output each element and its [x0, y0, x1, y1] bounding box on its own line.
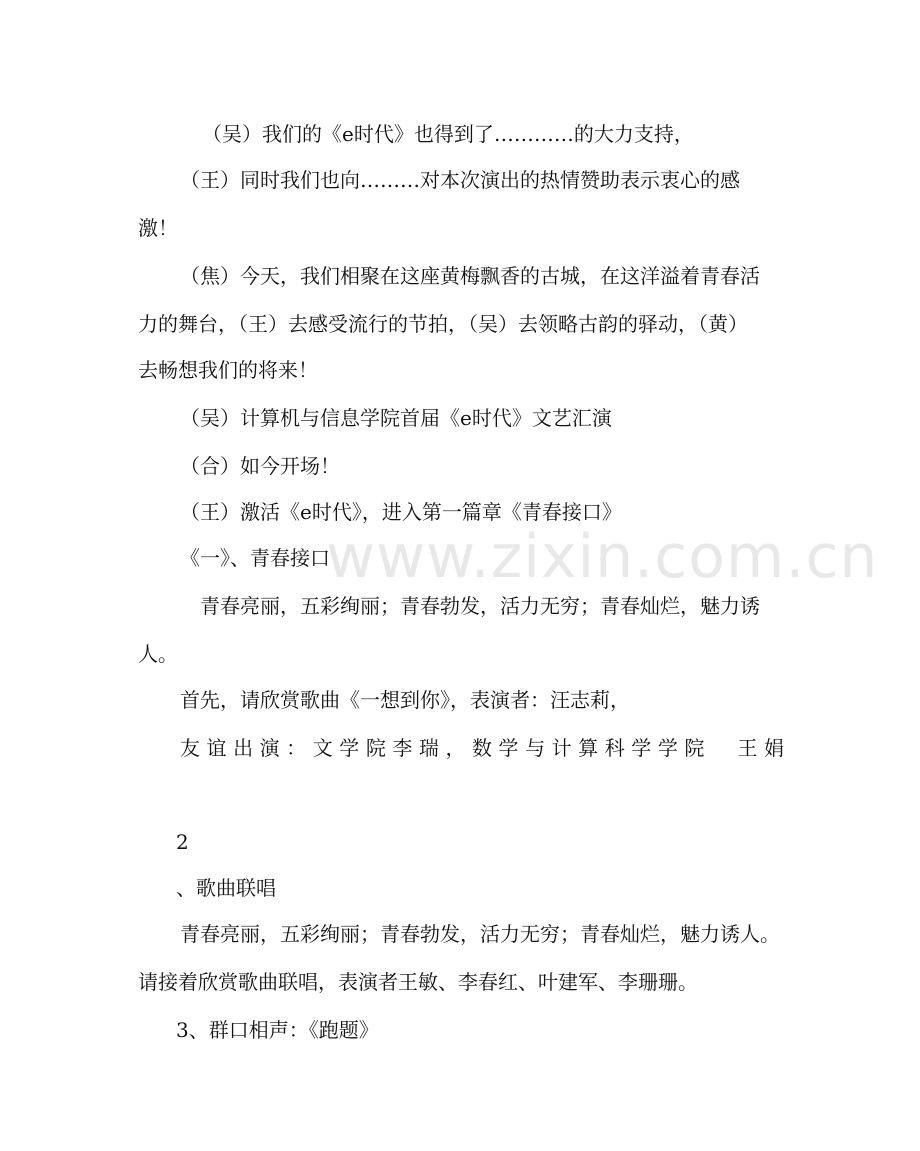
paragraph-jiao-today-line-2: 力的舞台，（王）去感受流行的节拍，（吴）去领略古韵的驿动，（黄） — [138, 312, 748, 336]
paragraph-wang-thanks-line-1: （王）同时我们也向………对本次演出的热情赞助表示衷心的感 — [180, 168, 740, 192]
watermark: www.zixin.com.cn — [326, 522, 879, 592]
paragraph-wu-event-title: （吴）计算机与信息学院首届《e时代》文艺汇演 — [180, 406, 612, 430]
paragraph-medley-intro-line-1: 青春亮丽，五彩绚丽；青春勃发，活力无穷；青春灿烂，魅力诱人。 — [180, 922, 780, 946]
paragraph-jiao-today-line-1: （焦）今天，我们相聚在这座黄梅飘香的古城，在这洋溢着青春活 — [180, 264, 760, 288]
paragraph-first-song: 首先，请欣赏歌曲《一想到你》，表演者：汪志莉， — [180, 688, 630, 712]
paragraph-wang-thanks-line-2: 激！ — [138, 216, 178, 240]
section-heading-youth-interface: 《一》、青春接口 — [180, 546, 330, 570]
item-title-song-medley: 、歌曲联唱 — [176, 876, 276, 900]
item-number: 2 — [176, 830, 189, 854]
paragraph-medley-intro-line-2: 请接着欣赏歌曲联唱，表演者王敏、李春红、叶建军、李珊珊。 — [138, 970, 698, 994]
paragraph-guest-performers: 友谊出演：文学院李瑞，数学与计算科学学院 王娟 — [180, 736, 784, 760]
paragraph-jiao-today-line-3: 去畅想我们的将来！ — [138, 358, 318, 382]
paragraph-together-open: （合）如今开场！ — [180, 454, 340, 478]
paragraph-youth-intro-line-1: 青春亮丽，五彩绚丽；青春勃发，活力无穷；青春灿烂，魅力诱 — [200, 594, 760, 618]
paragraph-youth-intro-line-2: 人。 — [138, 642, 178, 666]
paragraph-wu-support: （吴）我们的《e时代》也得到了…………的大力支持， — [202, 122, 694, 146]
item-title-crosstalk: 3、群口相声：《跑题》 — [176, 1018, 379, 1042]
paragraph-wang-chapter-one: （王）激活《e时代》，进入第一篇章《青春接口》 — [180, 500, 622, 524]
